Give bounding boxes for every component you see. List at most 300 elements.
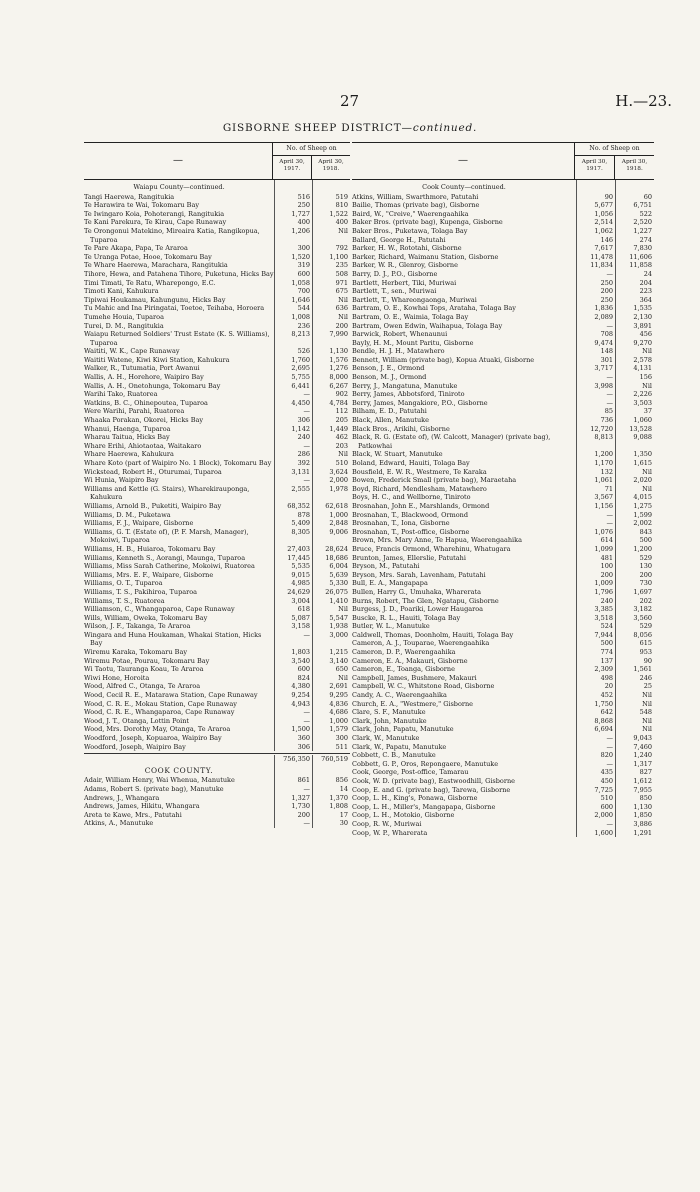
table-row [84, 648, 350, 657]
table-row [84, 279, 350, 288]
sheep-1918-cell: 246 [615, 674, 654, 683]
sheep-1918-cell: Nil [615, 347, 654, 356]
sheep-1918-cell: 3,886 [615, 820, 654, 829]
sheep-1917-cell: — [274, 476, 312, 485]
sheep-1918-cell: 2,578 [615, 356, 654, 365]
table-row [84, 776, 350, 785]
table-row [84, 743, 350, 752]
table-row [352, 803, 654, 812]
table-row [84, 210, 350, 219]
table-row [352, 700, 654, 709]
sheep-1918-cell: 223 [615, 287, 654, 296]
table-row [352, 829, 654, 838]
sheep-1917-cell: 7,725 [576, 786, 615, 795]
sheep-1918-cell: 130 [615, 562, 654, 571]
owner-name-cell: Berry, James, Abbotsford, Tiniroto [352, 390, 465, 399]
owner-name-cell: Tu Mahic and Ina Piringatai, Toetoe, Teihaba, Horoera [84, 304, 265, 313]
owner-name-cell: Cameron, E., Toanga, Gisborne [352, 665, 455, 674]
sheep-1918-cell [312, 764, 350, 777]
table-row [84, 476, 350, 485]
sheep-1918-cell: 1,410 [312, 597, 350, 606]
sheep-1918-cell: 2,002 [615, 519, 654, 528]
owner-name-cell: Brosnahan, T., Blackwood, Ormond [352, 510, 469, 519]
sheep-1917-cell: 250 [576, 296, 615, 305]
sheep-1917-cell: 68,352 [274, 502, 312, 511]
owner-name-cell: Baker Bros., Puketawa, Tolaga Bay [352, 226, 468, 235]
col-1917-header: April 30, 1917. [279, 159, 305, 172]
table-row [84, 442, 350, 451]
group-label: No. of Sheep on [575, 143, 654, 156]
table-row [84, 399, 350, 408]
table-row [84, 682, 350, 691]
owner-name-cell: Wood, J. T., Otanga, Lottin Point [84, 716, 190, 725]
owner-name-cell: Wiremu Karaka, Tokomaru Bay [84, 648, 187, 657]
section-subheading-row [352, 180, 654, 193]
sheep-1917-cell: 9,254 [274, 691, 312, 700]
owner-name-cell: Bayly, H. M., Mount Paritu, Gisborne [352, 338, 474, 347]
table-row [352, 399, 654, 408]
sheep-1917-cell: 3,158 [274, 622, 312, 631]
owner-name-cell: Williams, O. T., Tuparoa [84, 579, 163, 588]
table-row [352, 622, 654, 631]
col-1917-header: April 30, 1917. [581, 159, 608, 172]
table-row [84, 519, 350, 528]
table-row [352, 296, 654, 305]
table-row [84, 459, 350, 468]
sheep-1917-cell: 736 [576, 416, 615, 425]
table-row [84, 416, 350, 425]
table-row [84, 717, 350, 726]
table-row [352, 545, 654, 554]
table-row [84, 364, 350, 373]
sheep-1918-cell: 18,686 [312, 554, 350, 563]
table-row [84, 227, 350, 244]
sheep-1917-cell: 148 [576, 347, 615, 356]
owner-name-cell: Boys, H. C., and Wellborne, Tiniroto [352, 493, 471, 502]
sheep-1918-cell: 4,015 [615, 493, 654, 502]
sheep-1918-cell: 5,547 [312, 614, 350, 623]
sheep-1918-cell: Nil [615, 485, 654, 494]
sheep-1918-cell: 1,579 [312, 725, 350, 734]
sheep-1918-cell: 3,560 [615, 614, 654, 623]
table-row [84, 433, 350, 442]
document-reference: H.—23. [615, 92, 672, 110]
sheep-count-group-header [574, 143, 654, 179]
table-row [352, 236, 654, 245]
sheep-1918-cell: 3,140 [312, 657, 350, 666]
sheep-1917-cell: 1,750 [576, 700, 615, 709]
sheep-1918-cell: 13,528 [615, 425, 654, 434]
owner-name-cell: Boyd, Richard, Mendlesham, Matawhero [352, 484, 487, 493]
sheep-1918-cell: 636 [312, 304, 350, 313]
owner-name-cell: Walker, R., Tutumatia, Port Awanui [84, 364, 200, 373]
sheep-1918-cell: 200 [312, 322, 350, 331]
sheep-1918-cell: 7,830 [615, 244, 654, 253]
sheep-1917-cell: 3,540 [274, 657, 312, 666]
owner-name-cell: Wood, Mrs. Dorothy May, Otanga, Te Araroa [84, 725, 231, 734]
sheep-1917-cell: 524 [576, 622, 615, 631]
sheep-1917-cell: 90 [576, 193, 615, 202]
table-row [352, 382, 654, 391]
sheep-1917-cell: 756,350 [274, 755, 312, 764]
sheep-1917-cell: — [576, 760, 615, 769]
sheep-1917-cell: — [274, 407, 312, 416]
sheep-1917-cell: 71 [576, 485, 615, 494]
sheep-1917-cell: 319 [274, 261, 312, 270]
owner-name-cell: Brosnahan, John E., Marshlands, Ormond [352, 501, 490, 510]
owner-name-cell: Buscke, R. L., Hauiti, Tolaga Bay [352, 613, 461, 622]
table-row [84, 296, 350, 305]
sheep-1918-cell: 2,226 [615, 390, 654, 399]
sheep-1917-cell [274, 764, 312, 777]
table-row [84, 622, 350, 631]
table-row [84, 330, 350, 347]
sheep-1918-cell: 1,561 [615, 665, 654, 674]
owner-name-cell: Bartram, Owen Edwin, Waihapua, Tolaga Bay [352, 321, 503, 330]
table-row [352, 665, 654, 674]
table-row [352, 476, 654, 485]
owner-name-cell: Clark, W., Papatu, Manutuke [352, 742, 447, 751]
sheep-1917-cell: 1,056 [576, 210, 615, 219]
sheep-1918-cell: 62,618 [312, 502, 350, 511]
sheep-1918-cell: 615 [615, 639, 654, 648]
sheep-1918-cell: 202 [615, 597, 654, 606]
owner-name-cell: Black, R. G. (Estate of), (W. Calcott, Manager) (private bag), Patkowhai [352, 433, 551, 450]
page-title [0, 122, 700, 134]
sheep-1918-cell: Nil [312, 450, 350, 459]
sheep-1917-cell: 3,998 [576, 382, 615, 391]
owner-name-cell: Waiapu County—continued. [133, 183, 225, 191]
owner-name-cell: Bousfield, E. W. R., Westmere, Te Karaka [352, 467, 487, 476]
sheep-1917-cell: 5,087 [274, 614, 312, 623]
owner-name-cell: Waititi Watene, Kiwi Kiwi Station, Kahukura [84, 355, 230, 364]
sheep-1917-cell: 9,015 [274, 571, 312, 580]
sheep-1918-cell: 827 [615, 768, 654, 777]
owner-name-cell: Clare, S. F., Manutuke [352, 708, 426, 717]
owner-name-cell: Te Orongonui Matekino, Mireaira Katia, Rangikopua, Tuparoa [84, 226, 260, 244]
owner-name-cell: Clark, W., Manutuke [352, 734, 420, 742]
table-header [352, 142, 654, 180]
owner-name-cell: Clark, John, Papatu, Manutuke [352, 725, 454, 734]
sheep-1917-cell: 8,868 [576, 717, 615, 726]
sheep-1918-cell: 7,990 [312, 330, 350, 347]
table-row [84, 218, 350, 227]
sheep-1917-cell: — [576, 399, 615, 408]
sheep-1917-cell: 20 [576, 682, 615, 691]
owner-name-cell: Were Warihi, Parahi, Ruatorea [84, 407, 185, 416]
owner-name-cell: Clark, John, Manutuke [352, 716, 427, 725]
sheep-1918-cell: 112 [312, 407, 350, 416]
sheep-1917-cell: 8,813 [576, 433, 615, 450]
owner-name-cell: Bilham, E. D., Patutahi [352, 407, 427, 416]
sheep-1918-cell [312, 180, 350, 193]
table-row [84, 562, 350, 571]
sheep-1917-cell: 1,500 [274, 725, 312, 734]
sheep-1918-cell: 8,000 [312, 373, 350, 382]
sheep-1917-cell: — [576, 390, 615, 399]
owner-name-cell: Tumehe Houia, Tuparoa [84, 312, 164, 321]
table-row [352, 751, 654, 760]
table-row [84, 674, 350, 683]
sheep-1918-cell: 1,808 [312, 802, 350, 811]
table-row [84, 605, 350, 614]
sheep-1917-cell: 2,514 [576, 218, 615, 227]
owner-name-cell: Brosnahan, T., Iona, Gisborne [352, 519, 450, 528]
sheep-1918-cell: 7,460 [615, 743, 654, 752]
sheep-1918-cell: 204 [615, 279, 654, 288]
table-row [84, 253, 350, 262]
sheep-1917-cell: 146 [576, 236, 615, 245]
sheep-1918-cell: 902 [312, 390, 350, 399]
owner-name-cell: Wood, C. R. E., Whangaparoa, Cape Runaway [84, 708, 235, 717]
owner-name-cell: Andrews, J., Whangara [84, 793, 160, 802]
owner-name-cell: Ballard, George H., Patutahi [352, 235, 446, 244]
sheep-1918-cell: 510 [312, 459, 350, 468]
sheep-1918-cell: 17 [312, 811, 350, 820]
owner-name-cell: Waiapu Returned Soldiers' Trust Estate (K. S. Williams), Tuparoa [84, 330, 270, 347]
sheep-1918-cell: 675 [312, 287, 350, 296]
sheep-1918-cell: 843 [615, 528, 654, 537]
table-row [352, 571, 654, 580]
sheep-1918-cell: 953 [615, 648, 654, 657]
owner-name-cell: Warihi Tako, Ruatorea [84, 390, 158, 399]
table-row [352, 485, 654, 494]
owner-name-cell: Whare Koto (part of Waipiro No. 1 Block), Tokomaru Bay [84, 459, 272, 467]
table-row [352, 811, 654, 820]
owner-name-cell: Te Whare Haerewa, Marachara, Rangitukia [84, 261, 228, 270]
sheep-1918-cell: 1,697 [615, 588, 654, 597]
sheep-1918-cell: 810 [312, 201, 350, 210]
sheep-1917-cell: 3,385 [576, 605, 615, 614]
table-row [352, 562, 654, 571]
table-row [352, 313, 654, 322]
table-row [84, 554, 350, 563]
table-row [352, 631, 654, 640]
owner-name-cell: Cook, W. D. (private bag), Eastwoodhill, Gisborne [352, 776, 515, 785]
sheep-1917-cell: 7,944 [576, 631, 615, 640]
sheep-1918-cell: 1,100 [312, 253, 350, 262]
table-row [352, 597, 654, 606]
sheep-1917-cell: 2,309 [576, 665, 615, 674]
owner-name-cell: Church, E. A., "Westmere," Gisborne [352, 699, 474, 708]
table-row [84, 819, 350, 828]
sheep-1918-cell: 6,267 [312, 382, 350, 391]
table-row [84, 657, 350, 666]
sheep-1917-cell: — [576, 511, 615, 520]
sheep-1918-cell: 2,000 [312, 476, 350, 485]
owner-name-cell: Atkins, A., Manutuke [84, 819, 154, 828]
sheep-1917-cell: — [274, 819, 312, 828]
sheep-1917-cell [274, 180, 312, 193]
owner-name-cell: Bartlett, Herbert, Tiki, Muriwai [352, 278, 457, 287]
owner-name-cell: Wi Taotu, Tauranga Koau, Te Araroa [84, 665, 204, 674]
sheep-1917-cell: 240 [274, 433, 312, 442]
sheep-1917-cell: 1,730 [274, 802, 312, 811]
sheep-1917-cell: 4,943 [274, 700, 312, 709]
sheep-1918-cell: Nil [615, 725, 654, 734]
table-row [84, 313, 350, 322]
table-row [352, 657, 654, 666]
sheep-1917-cell: — [576, 373, 615, 382]
table-row [84, 597, 350, 606]
sheep-1918-cell: 5,639 [312, 571, 350, 580]
sheep-1918-cell: 205 [312, 416, 350, 425]
owner-name-cell: Coop, L. H., King's, Ponawa, Gisborne [352, 794, 478, 803]
sheep-1918-cell: 856 [312, 776, 350, 785]
owner-name-cell: Barker, W. R., Glenroy, Gisborne [352, 261, 458, 270]
section-subheading-row [84, 180, 350, 193]
owner-name-cell: Cameron, A. J., Touparae, Waerengaahika [352, 639, 490, 648]
sheep-1917-cell: 11,834 [576, 261, 615, 270]
sheep-1918-cell: 1,240 [615, 751, 654, 760]
sheep-1918-cell: 28,624 [312, 545, 350, 554]
owner-name-cell: Wood, Alfred C., Otanga, Te Araroa [84, 682, 201, 691]
owner-name-cell: Wi Hunia, Waipiro Bay [84, 476, 159, 485]
sheep-1917-cell: — [274, 442, 312, 451]
owner-name-cell: Barker, H. W., Rototahi, Gisborne [352, 244, 462, 253]
sheep-1917-cell: 12,720 [576, 425, 615, 434]
table-row [352, 347, 654, 356]
sheep-1917-cell: 5,535 [274, 562, 312, 571]
sheep-1917-cell: 435 [576, 768, 615, 777]
owner-name-cell: Te Kani Parekura, Te Kirau, Cape Runaway [84, 218, 227, 227]
sheep-1917-cell: 824 [274, 674, 312, 683]
left-column-table [84, 142, 350, 828]
table-row [352, 519, 654, 528]
title-continued: continued. [412, 122, 478, 134]
sheep-1917-cell: 1,058 [274, 279, 312, 288]
owner-name-cell: Berry, James, Mangakiore, P.O., Gisborne [352, 398, 488, 407]
table-row [352, 322, 654, 331]
table-row [84, 734, 350, 743]
owner-name-cell: Turei, D. M., Rangitukia [84, 321, 164, 330]
owner-name-cell: Areta te Kawe, Mrs., Patutahi [84, 810, 182, 819]
table-row [352, 425, 654, 434]
owner-name-cell: Tipiwai Houkamau, Kahungunu, Hicks Bay [84, 295, 226, 304]
owner-name-cell: Whaaka Porakan, Okorei, Hicks Bay [84, 416, 204, 425]
sheep-1918-cell: 200 [615, 571, 654, 580]
sheep-1917-cell: — [274, 717, 312, 726]
owner-name-cell: Tihore, Hewa, and Patahena Tihore, Puketuna, Hicks Bay [84, 269, 274, 278]
sheep-1918-cell: 2,691 [312, 682, 350, 691]
sheep-1917-cell: 1,760 [274, 356, 312, 365]
table-header [84, 142, 350, 180]
table-row [352, 201, 654, 210]
table-row [352, 210, 654, 219]
owner-name-cell: Atkins, William, Swarthmore, Patutahi [352, 192, 479, 201]
sheep-1917-cell: 3,004 [274, 597, 312, 606]
owner-name-cell: Williamson, C., Whangaparoa, Cape Runaway [84, 605, 235, 614]
sheep-1918-cell: 519 [312, 193, 350, 202]
sheep-1918-cell: 1,850 [615, 811, 654, 820]
sheep-1917-cell: — [274, 708, 312, 717]
sheep-1918-cell: 2,520 [615, 218, 654, 227]
table-row [352, 270, 654, 279]
table-row [352, 330, 654, 339]
sheep-1917-cell: 3,131 [274, 468, 312, 477]
table-row [84, 794, 350, 803]
sheep-1918-cell: 1,000 [312, 511, 350, 520]
table-row [84, 811, 350, 820]
table-row [84, 511, 350, 520]
table-row [352, 356, 654, 365]
table-row [84, 725, 350, 734]
sheep-1918-cell: 522 [615, 210, 654, 219]
table-row [352, 279, 654, 288]
sheep-1917-cell: 100 [576, 562, 615, 571]
owner-name-cell: Bryson, M., Patutahi [352, 562, 420, 571]
total-row [84, 753, 350, 764]
table-row [84, 193, 350, 202]
sheep-1917-cell: 3,567 [576, 493, 615, 502]
sheep-1918-cell: 11,858 [615, 261, 654, 270]
owner-name-cell: Wood, Cecil R. E., Matarawa Station, Cape Runaway [84, 691, 258, 700]
sheep-1918-cell: 9,088 [615, 433, 654, 450]
sheep-1918-cell: 14 [312, 785, 350, 794]
sheep-1918-cell: Nil [615, 700, 654, 709]
table-row [84, 528, 350, 545]
sheep-1918-cell: 26,075 [312, 588, 350, 597]
sheep-1917-cell: 2,695 [274, 364, 312, 373]
sheep-1917-cell: 1,008 [274, 313, 312, 322]
sheep-1918-cell: 3,891 [615, 322, 654, 331]
sheep-1917-cell: — [576, 270, 615, 279]
sheep-1917-cell: 1,142 [274, 425, 312, 434]
sheep-1918-cell: 37 [615, 407, 654, 416]
table-body [352, 180, 654, 837]
table-row [84, 244, 350, 253]
sheep-1918-cell: 850 [615, 794, 654, 803]
table-row [352, 304, 654, 313]
sheep-1918-cell: 456 [615, 330, 654, 339]
owner-name-cell: Barwick, Robert, Whenaunui [352, 330, 448, 339]
table-row [352, 511, 654, 520]
sheep-1917-cell: — [576, 743, 615, 752]
owner-name-cell: Tangi Haerewa, Rangitukia [84, 192, 175, 201]
owner-name-cell: Bailie, Thomas (private bag), Gisborne [352, 201, 480, 210]
sheep-count-group-header [272, 143, 350, 179]
sheep-1918-cell: 508 [312, 270, 350, 279]
sheep-1917-cell: 1,803 [274, 648, 312, 657]
table-row [352, 734, 654, 743]
sheep-1918-cell: 4,131 [615, 364, 654, 373]
sheep-1917-cell: 306 [274, 743, 312, 752]
owner-name-cell: Andrews, James, Hikitu, Whangara [84, 802, 200, 811]
sheep-1918-cell: 9,043 [615, 734, 654, 743]
owner-name-cell: Timoti Kani, Kahukura [84, 287, 159, 296]
sheep-1917-cell: 137 [576, 657, 615, 666]
owner-name-cell: Williams, Kenneth S., Aorangi, Maunga, Tuparoa [84, 553, 246, 562]
owner-name-cell: Wiremu Potae, Pourau, Tokomaru Bay [84, 656, 210, 665]
sheep-1917-cell: 306 [274, 416, 312, 425]
table-row [84, 201, 350, 210]
table-row [84, 425, 350, 434]
table-row [352, 554, 654, 563]
owner-name-cell: Woodford, Joseph, Kopuaroa, Waipiro Bay [84, 734, 222, 742]
owner-name-cell: Black, Allen, Manutuke [352, 416, 429, 425]
owner-name-cell: Te Uranga Potae, Hooe, Tokomaru Bay [84, 252, 212, 261]
owner-name-cell: Barry, D. J., P.O., Gisborne [352, 269, 438, 278]
owner-name-cell: Wiwi Hone, Horoita [84, 673, 150, 682]
sheep-1917-cell: 400 [274, 218, 312, 227]
table-row [84, 468, 350, 477]
sheep-1917-cell: 510 [576, 794, 615, 803]
table-row [352, 614, 654, 623]
sheep-1917-cell: 1,061 [576, 476, 615, 485]
owner-name-cell: Wilson, J. F., Takanga, Te Araroa [84, 622, 191, 631]
sheep-1917-cell: 6,694 [576, 725, 615, 734]
owner-name-cell: Wills, William, Oweka, Tokomaru Bay [84, 613, 208, 622]
